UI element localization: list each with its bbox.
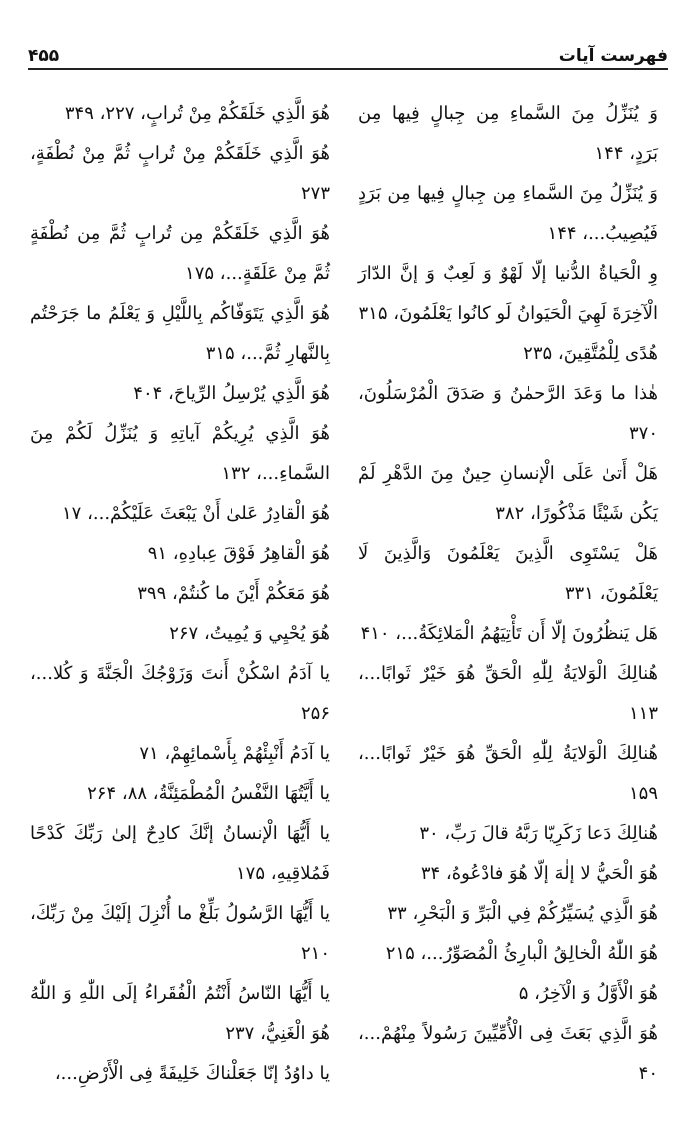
index-entry: هُوَ الَّذِي يُرِيكُمْ آياتِهِ وَ يُنَزِّلُ لَكُمْ مِنَ السَّماءِ...، ۱۳۲ — [30, 423, 330, 484]
index-column-left — [30, 94, 330, 1094]
index-entry: وَ يُنَزِّلُ مِنَ السَّماءِ مِن جِبالٍ فِيها مِن بَرَدٍ فَيُصِيبُ...، ۱۴۴ — [358, 183, 658, 244]
index-entry: يا داوُدُ إنّا جَعَلْناكَ خَلِيفَةً فِى الْأَرْضِ...، — [54, 1063, 330, 1084]
index-entry: يا أَيُّهَا النّاسُ أَنْتُمُ الْفُقَراءُ إلَى اللّٰهِ وَ اللّٰهُ هُوَ الْغَنِيُّ، ۲۳۷ — [30, 983, 330, 1044]
index-entry: هُوَ الْقاهِرُ فَوْقَ عِبادِهِ، ۹۱ — [147, 543, 330, 564]
index-entry: هُوَ الَّذِي يَتَوَفّاكُم بِاللَّيْلِ وَ يَعْلَمُ ما جَرَحْتُم بِالنَّهارِ ثُمَّ...، ۳۱۵ — [30, 303, 330, 364]
index-entry: وِ الْحَياةُ الدُّنيا إلّا لَهْوٌ وَ لَعِبٌ وَ إنَّ الدّارَ الْآخِرَةَ لَهِيَ الْحَيَوانُ لَو كانُوا يَعْلَمُونَ، ۳۱۵ — [358, 263, 658, 324]
index-entry: يا أَيُّهَا الرَّسُولُ بَلِّغْ ما أُنْزِلَ إلَيْكَ مِنْ رَبِّكَ، ۲۱۰ — [30, 903, 330, 964]
index-entry: هُنالِكَ دَعا زَكَرِيّا رَبَّهُ قالَ رَبِّ، ۳۰ — [419, 823, 658, 844]
index-column-right — [358, 94, 658, 1094]
index-entry: هُوَ مَعَكُمْ أَيْنَ ما كُنتُمْ، ۳۹۹ — [137, 583, 330, 604]
index-entry: هُنالِكَ الْوَلايَةُ لِلّٰهِ الْحَقِّ هُوَ خَيْرٌ ثَوابًا...، ۱۵۹ — [358, 743, 658, 804]
index-entry: يا آدَمُ اسْكُنْ أَنتَ وَزَوْجُكَ الْجَنَّةَ وَ كُلا...، ۲۵۶ — [30, 663, 330, 724]
index-entry: هُوَ الَّذِي بَعَثَ فِى الْأُمِّيِّينَ رَسُولاً مِنْهُمْ...، ۴۰ — [358, 1023, 658, 1084]
index-entry: يا أَيَّتُهَا النَّفْسُ الْمُطْمَئِنَّةُ، ۸۸، ۲۶۴ — [87, 783, 330, 804]
page-header — [28, 36, 668, 66]
index-entry: هَل يَنظُرُونَ إلّا أَن تَأْتِيَهُمُ الْمَلائِكَةُ...، ۴۱۰ — [360, 623, 658, 644]
index-entry: هُوَ الْقادِرُ عَلىٰ أَنْ يَبْعَثَ عَلَيْكُمْ...، ۱۷ — [62, 503, 330, 524]
index-entry: هُوَ الْأَوَّلُ وَ الْآخِرُ، ۵ — [518, 983, 658, 1004]
index-entry: يا آدَمُ أَنْبِئْهُمْ بِأَسْمائِهِمْ، ۷۱ — [139, 743, 330, 764]
index-entry: هُوَ الَّذِي يُسَيِّرُكُمْ فِي الْبَرِّ وَ الْبَحْرِ، ۳۳ — [387, 903, 658, 924]
page-title: فهرست آیات — [558, 46, 668, 66]
index-entry: هَلْ يَسْتَوِى الَّذِينَ يَعْلَمُونَ وَالَّذِينَ لَا يَعْلَمُونَ، ۳۳۱ — [358, 543, 658, 604]
index-entry: هَلْ أَتىٰ عَلَى الْإنسانِ حِينٌ مِنَ الدَّهْرِ لَمْ يَكُن شَيْئًا مَذْكُورًا، ۳۸۲ — [358, 463, 658, 524]
header-rule — [28, 68, 668, 70]
page-number: ۴۵۵ — [28, 46, 60, 66]
index-entry: هُوَ الَّذِي خَلَقَكُمْ مِنْ تُرابٍ ثُمَّ مِنْ نُطْفَةٍ، ۲۷۳ — [30, 143, 330, 204]
index-entry: هُوَ الَّذِي يُرْسِلُ الرِّياحَ، ۴۰۴ — [133, 383, 330, 404]
index-entry: هُوَ الَّذِي خَلَقَكُمْ مِن تُرابٍ ثُمَّ مِن نُطْفَةٍ ثُمَّ مِنْ عَلَقَةٍ...، ۱۷۵ — [30, 223, 330, 284]
index-entry: هُوَ الَّذِي خَلَقَكُمْ مِنْ تُرابٍ، ۲۲۷، ۳۴۹ — [64, 103, 330, 124]
index-entry: هُنالِكَ الْوَلايَةُ لِلّٰهِ الْحَقِّ هُوَ خَيْرٌ ثَوابًا...، ۱۱۳ — [358, 663, 658, 724]
index-entry: هُدًى لِلْمُتَّقِينَ، ۲۳۵ — [523, 343, 658, 364]
index-entry: هُوَ اللّٰهُ الْخالِقُ الْبارِئُ الْمُصَوِّرُ...، ۲۱۵ — [385, 943, 658, 964]
index-entry: هٰذا ما وَعَدَ الرَّحمٰنُ وَ صَدَقَ الْمُرْسَلُونَ، ۳۷۰ — [358, 383, 658, 444]
index-entry: يا أَيُّهَا الْإنسانُ إنَّكَ كادِحٌ إلىٰ رَبِّكَ كَدْحًا فَمُلاقِيهِ، ۱۷۵ — [30, 823, 330, 884]
index-entry: هُوَ يُحْيِي وَ يُمِيتُ، ۲۶۷ — [169, 623, 330, 644]
index-entry: وَ يُنَزِّلُ مِنَ السَّماءِ مِن جِبالٍ فِيها مِن بَرَدٍ، ۱۴۴ — [358, 103, 658, 164]
index-entry: هُوَ الْحَيُّ لا إلٰهَ إلّا هُوَ فادْعُوهُ، ۳۴ — [420, 863, 658, 884]
